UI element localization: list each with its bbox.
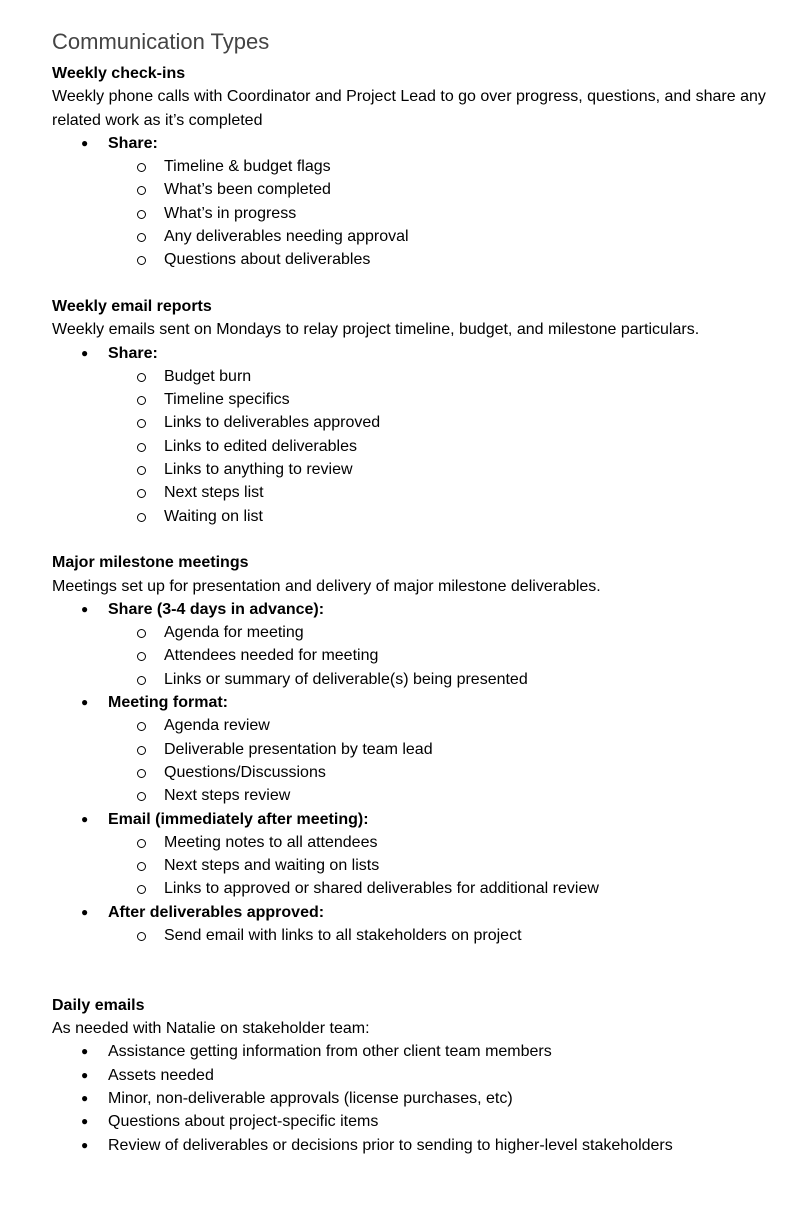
sub-list-item: Links to approved or shared deliverables for additional review [52, 877, 782, 900]
section-heading: Weekly check-ins [52, 65, 186, 82]
section-description: Weekly emails sent on Mondays to relay project timeline, budget, and milestone particulars. [52, 321, 700, 339]
sub-list-item: Attendees needed for meeting [52, 644, 782, 667]
bullet-text: Minor, non-deliverable approvals (license purchases, etc) [108, 1090, 513, 1108]
group-label: Share (3-4 days in advance): [108, 600, 325, 618]
list-item [52, 1087, 782, 1110]
group-label: After deliverables approved: [108, 903, 325, 921]
sub-list-item: Links or summary of deliverable(s) being presented [52, 668, 782, 691]
section-heading: Weekly email reports [52, 297, 212, 315]
list-item [52, 808, 782, 901]
group-label: Meeting format: [108, 694, 228, 712]
sub-list-item: Meeting notes to all attendees [52, 831, 782, 854]
sub-list-item: Agenda review [52, 714, 782, 737]
section-heading: Major milestone meetings [52, 554, 249, 572]
section-daily-emails [52, 994, 782, 1157]
list-item [52, 342, 782, 528]
list-item [52, 1134, 782, 1157]
sub-list-item: Links to edited deliverables [52, 435, 782, 458]
list-item [52, 1064, 782, 1087]
bullet-text: Assistance getting information from other client team members [108, 1043, 552, 1061]
list-item [52, 598, 782, 691]
sub-list-item: Budget burn [52, 365, 782, 388]
sub-list-item: Deliverable presentation by team lead [52, 738, 782, 761]
group-label: Share: [108, 134, 158, 152]
sub-list-item: Links to anything to review [52, 458, 782, 481]
group-label: Share: [108, 344, 158, 362]
group-label: Email (immediately after meeting): [108, 810, 369, 828]
bullet-text: Assets needed [108, 1066, 214, 1084]
sub-list-item: Timeline & budget flags [52, 155, 782, 178]
sub-list-item: What’s in progress [52, 202, 782, 225]
sub-list-item: What’s been completed [52, 178, 782, 201]
sub-list-item: Next steps list [52, 481, 782, 504]
group-list [52, 132, 782, 272]
sub-list [108, 831, 782, 901]
list-item [52, 691, 782, 807]
spacer [52, 272, 782, 295]
list-item [52, 132, 782, 272]
sub-list-item: Questions about deliverables [52, 248, 782, 271]
section-weekly-email-reports [52, 295, 782, 528]
sub-list-item: Next steps and waiting on lists [52, 854, 782, 877]
sub-list-item: Timeline specifics [52, 388, 782, 411]
section-description: As needed with Natalie on stakeholder team: [52, 1020, 370, 1038]
sub-list-item: Any deliverables needing approval [52, 225, 782, 248]
section-heading: Daily emails [52, 996, 145, 1014]
document-title: Communication Types [52, 29, 270, 54]
sub-list [108, 365, 782, 528]
group-list [52, 598, 782, 947]
section-weekly-check-ins [52, 62, 782, 272]
list-item [52, 901, 782, 948]
section-description: Meetings set up for presentation and delivery of major milestone deliverables. [52, 577, 601, 595]
sub-list-item: Send email with links to all stakeholders on project [52, 924, 782, 947]
sub-list [108, 621, 782, 691]
sub-list [108, 924, 782, 947]
sub-list [108, 714, 782, 807]
section-major-milestone-meetings [52, 551, 782, 947]
bullet-text: Questions about project-specific items [108, 1113, 379, 1131]
bullet-text: Review of deliverables or decisions prior to sending to higher-level stakeholders [108, 1136, 673, 1154]
document [52, 28, 782, 1157]
bullet-list [52, 1040, 782, 1156]
sub-list-item: Next steps review [52, 784, 782, 807]
sub-list [108, 155, 782, 271]
sub-list-item: Waiting on list [52, 505, 782, 528]
sub-list-item: Questions/Discussions [52, 761, 782, 784]
spacer [52, 947, 782, 994]
sub-list-item: Agenda for meeting [52, 621, 782, 644]
group-list [52, 342, 782, 528]
spacer [52, 528, 782, 551]
list-item [52, 1110, 782, 1133]
section-description: Weekly phone calls with Coordinator and Project Lead to go over progress, questions, and share any related work as it’s completed [52, 88, 766, 129]
sub-list-item: Links to deliverables approved [52, 411, 782, 434]
list-item [52, 1040, 782, 1063]
